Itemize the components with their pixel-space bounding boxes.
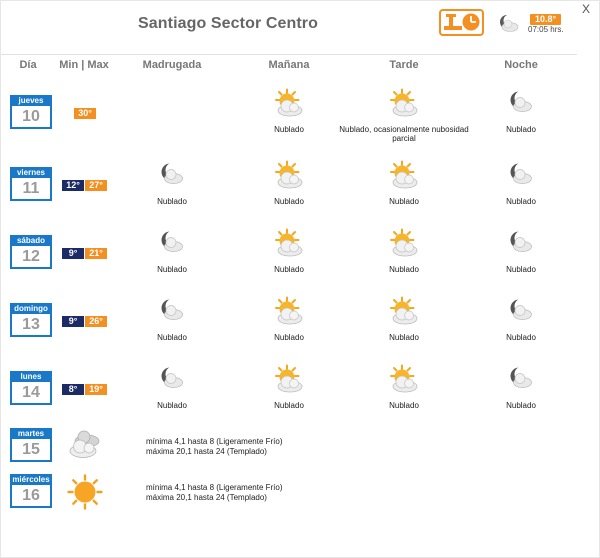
forecast-cell (466, 228, 576, 274)
min-temp-badge: 9° (62, 248, 84, 259)
forecast-cell (349, 228, 459, 274)
max-range-text: máxima 20,1 hasta 24 (Templado) (146, 493, 267, 502)
moon-cloud-icon (466, 296, 576, 328)
column-header-madrugada: Madrugada (142, 59, 202, 71)
preferences-button[interactable] (439, 9, 484, 36)
day-calendar-badge (10, 303, 52, 337)
forecast-cell (466, 160, 576, 206)
forecast-cell (349, 296, 459, 342)
sun-cloud-icon (234, 364, 344, 396)
min-temp-badge: 9° (62, 316, 84, 327)
moon-cloud-icon (466, 160, 576, 192)
day-number: 12 (22, 248, 40, 265)
current-temperature: 10.8° (530, 14, 561, 25)
day-number: 11 (22, 180, 40, 197)
condition-label: Nublado (157, 265, 187, 274)
cloudy-icon (67, 428, 103, 465)
forecast-cell (349, 160, 459, 206)
condition-label: Nublado (274, 125, 304, 134)
condition-label: Nublado (274, 265, 304, 274)
close-button[interactable]: X (582, 2, 591, 16)
min-temp-badge: 12° (62, 180, 84, 191)
condition-label: Nublado (506, 265, 536, 274)
condition-label: Nublado (157, 333, 187, 342)
forecast-cell (234, 296, 344, 342)
forecast-cell (466, 364, 576, 410)
sun-cloud-icon (234, 160, 344, 192)
max-temp-badge: 30° (74, 108, 96, 119)
condition-label: Nublado (389, 333, 419, 342)
condition-label: Nublado (389, 401, 419, 410)
forecast-cell (234, 228, 344, 274)
column-header-manana: Mañana (268, 59, 310, 71)
day-name: sábado (10, 235, 52, 246)
tools-clock-icon (441, 11, 482, 34)
column-header-tarde: Tarde (389, 59, 419, 71)
max-temp-badge: 27° (85, 180, 107, 191)
max-range-text: máxima 20,1 hasta 24 (Templado) (146, 447, 267, 456)
moon-cloud-icon (117, 160, 227, 192)
condition-label: Nublado (274, 401, 304, 410)
forecast-cell (234, 364, 344, 410)
moon-cloud-icon (466, 228, 576, 260)
column-header-noche: Noche (504, 59, 538, 71)
condition-label: Nublado (157, 197, 187, 206)
max-temp-badge: 19° (85, 384, 107, 395)
moon-cloud-icon (117, 228, 227, 260)
sun-cloud-icon (349, 364, 459, 396)
forecast-cell (117, 296, 227, 342)
current-moon-cloud-icon (497, 12, 521, 41)
sun-cloud-icon (234, 88, 344, 120)
extended-forecast-text (146, 483, 283, 503)
forecast-cell (234, 88, 344, 134)
day-calendar-badge (10, 428, 52, 462)
column-header-day: Día (19, 59, 37, 71)
max-temp-badge: 21° (85, 248, 107, 259)
current-time: 07:05 hrs. (528, 25, 564, 34)
condition-label: Nublado (389, 197, 419, 206)
day-name: lunes (10, 371, 52, 382)
condition-label: Nublado (506, 197, 536, 206)
day-calendar-badge (10, 235, 52, 269)
forecast-cell (339, 88, 469, 143)
day-name: miércoles (10, 474, 52, 485)
sun-cloud-icon (349, 88, 459, 120)
forecast-cell (117, 228, 227, 274)
max-temp-badge: 26° (85, 316, 107, 327)
day-number: 14 (22, 384, 40, 401)
day-number: 15 (22, 441, 40, 458)
extended-forecast-text (146, 437, 283, 457)
min-range-text: mínima 4,1 hasta 8 (Ligeramente Frío) (146, 437, 283, 446)
column-header-min-max: Min | Max (59, 59, 109, 71)
sun-cloud-icon (234, 296, 344, 328)
condition-label: Nublado (506, 401, 536, 410)
sun-cloud-icon (349, 296, 459, 328)
day-name: viernes (10, 167, 52, 178)
header-divider (1, 54, 577, 55)
forecast-cell (117, 364, 227, 410)
moon-cloud-icon (117, 296, 227, 328)
forecast-cell (234, 160, 344, 206)
condition-label: Nublado (506, 125, 536, 134)
moon-cloud-icon (466, 88, 576, 120)
condition-label: Nublado (274, 333, 304, 342)
day-number: 13 (22, 316, 40, 333)
min-temp-badge: 8° (62, 384, 84, 395)
day-calendar-badge (10, 167, 52, 201)
day-name: martes (10, 428, 52, 439)
condition-label: Nublado, ocasionalmente nubosidad parcial (339, 125, 469, 143)
day-name: jueves (10, 95, 52, 106)
day-calendar-badge (10, 474, 52, 508)
day-calendar-badge (10, 371, 52, 405)
sun-cloud-icon (349, 160, 459, 192)
sun-cloud-icon (234, 228, 344, 260)
day-calendar-badge (10, 95, 52, 129)
sun-icon (67, 474, 103, 515)
condition-label: Nublado (157, 401, 187, 410)
min-range-text: mínima 4,1 hasta 8 (Ligeramente Frío) (146, 483, 283, 492)
moon-cloud-icon (466, 364, 576, 396)
forecast-cell (466, 296, 576, 342)
day-number: 10 (22, 108, 40, 125)
condition-label: Nublado (506, 333, 536, 342)
forecast-cell (349, 364, 459, 410)
page-title: Santiago Sector Centro (138, 15, 319, 32)
condition-label: Nublado (389, 265, 419, 274)
moon-cloud-icon (117, 364, 227, 396)
day-number: 16 (22, 487, 40, 504)
sun-cloud-icon (349, 228, 459, 260)
condition-label: Nublado (274, 197, 304, 206)
forecast-cell (117, 160, 227, 206)
forecast-cell (466, 88, 576, 134)
day-name: domingo (10, 303, 52, 314)
